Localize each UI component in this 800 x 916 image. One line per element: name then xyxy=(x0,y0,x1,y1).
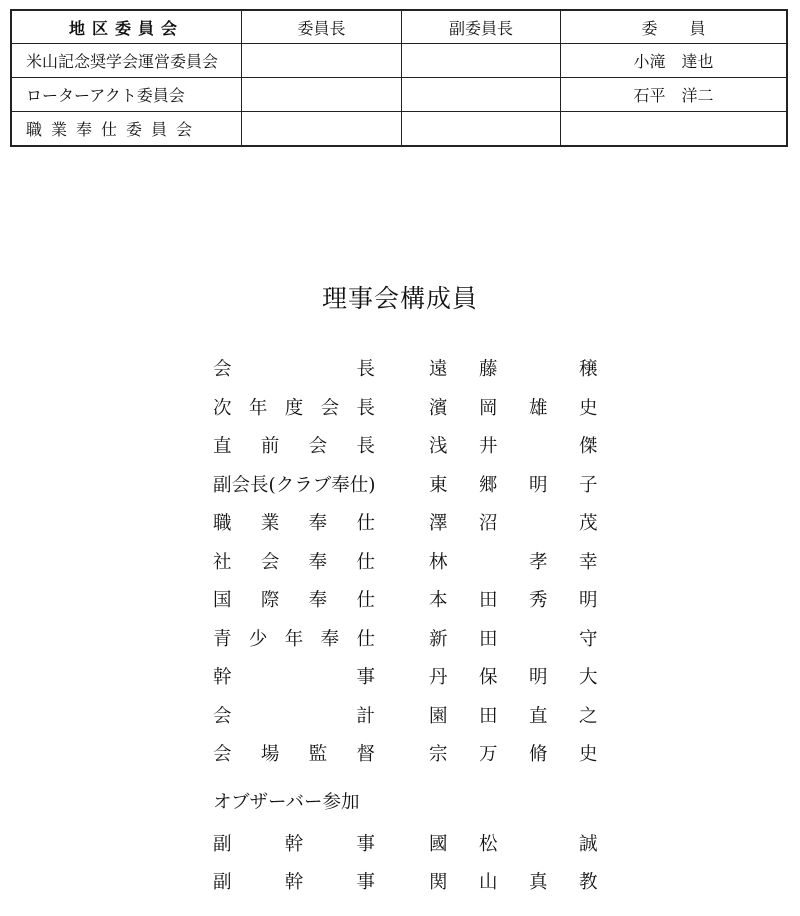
name-character: 万 xyxy=(479,744,498,765)
member-role: 直前会長 xyxy=(213,436,375,457)
name-character: 明 xyxy=(529,474,548,496)
name-character: 誠 xyxy=(579,833,598,855)
chair-cell xyxy=(242,78,402,112)
member-role: 職業奉仕 xyxy=(213,513,375,534)
observer-row xyxy=(213,824,598,863)
vice-chair-cell xyxy=(402,78,561,112)
member-role: 会計 xyxy=(213,705,375,727)
name-character: 孝 xyxy=(529,551,548,573)
name-character: 傑 xyxy=(579,436,598,457)
member-row xyxy=(213,619,598,658)
member-cell xyxy=(561,112,788,147)
member-role: 次年度会長 xyxy=(213,397,375,419)
district-committee-table xyxy=(10,9,788,147)
member-role: 会長 xyxy=(213,359,375,380)
name-character: 子 xyxy=(579,474,598,496)
name-character: 岡 xyxy=(479,397,498,419)
name-character: 丹 xyxy=(429,667,448,688)
name-character: 松 xyxy=(479,833,498,855)
name-character: 山 xyxy=(479,872,498,893)
name-character: 田 xyxy=(479,590,498,611)
vice-chair-cell xyxy=(402,112,561,147)
table-row xyxy=(11,112,787,147)
observer-label: オブザーバー参加 xyxy=(213,791,360,813)
board-member-list xyxy=(213,349,598,901)
chair-cell xyxy=(242,44,402,78)
name-character: 雄 xyxy=(529,397,548,419)
member-row xyxy=(213,580,598,619)
name-character: 沼 xyxy=(479,513,498,534)
name-character: 幸 xyxy=(579,551,598,573)
name-character: 守 xyxy=(579,628,598,650)
name-character: 郷 xyxy=(479,474,498,496)
name-character: 園 xyxy=(429,705,448,727)
name-character: 茂 xyxy=(579,513,598,534)
name-character: 藤 xyxy=(479,359,498,380)
header-vice-chair: 副委員長 xyxy=(402,10,561,44)
name-character: 田 xyxy=(479,705,498,727)
name-character: 澤 xyxy=(429,513,448,534)
table-header-row xyxy=(11,10,787,44)
name-character: 保 xyxy=(479,667,498,688)
name-character: 秀 xyxy=(529,590,548,611)
member-row xyxy=(213,657,598,696)
member-row xyxy=(213,696,598,735)
name-character: 真 xyxy=(529,872,548,893)
member-row xyxy=(213,734,598,773)
committee-name: 米山記念奨学会運営委員会 xyxy=(11,44,242,78)
name-character: 林 xyxy=(429,551,448,573)
name-character: 東 xyxy=(429,474,448,496)
member-row xyxy=(213,542,598,581)
name-character: 直 xyxy=(529,705,548,727)
name-character: 井 xyxy=(479,436,498,457)
committee-name: 職業奉仕委員会 xyxy=(11,112,242,147)
name-character: 田 xyxy=(479,628,498,650)
header-member: 委 員 xyxy=(561,10,788,44)
name-character: 本 xyxy=(429,590,448,611)
name-character: 関 xyxy=(429,872,448,893)
board-title: 理事会構成員 xyxy=(321,284,478,313)
header-chair: 委員長 xyxy=(242,10,402,44)
chair-cell xyxy=(242,112,402,147)
observer-row xyxy=(213,862,598,901)
member-role: 社会奉仕 xyxy=(213,551,375,573)
name-character: 之 xyxy=(579,705,598,727)
member-role: 国際奉仕 xyxy=(213,590,375,611)
name-character: 明 xyxy=(579,590,598,611)
name-character: 遠 xyxy=(429,359,448,380)
member-row xyxy=(213,503,598,542)
member-role: 副幹事 xyxy=(213,833,375,855)
name-character: 國 xyxy=(429,833,448,855)
name-character: 新 xyxy=(429,628,448,650)
header-district-committee: 地区委員会 xyxy=(11,10,242,44)
table-row xyxy=(11,44,787,78)
name-character: 宗 xyxy=(429,744,448,765)
name-character: 濱 xyxy=(429,397,448,419)
name-character: 教 xyxy=(579,872,598,893)
member-row xyxy=(213,426,598,465)
member-row xyxy=(213,465,598,504)
name-character: 浅 xyxy=(429,436,448,457)
name-character: 明 xyxy=(529,667,548,688)
name-character: 史 xyxy=(579,397,598,419)
member-cell: 石平 洋二 xyxy=(561,78,788,112)
name-character: 穣 xyxy=(579,359,598,380)
member-role: 副幹事 xyxy=(213,872,375,893)
name-character: 脩 xyxy=(529,744,548,765)
member-row xyxy=(213,388,598,427)
vice-chair-cell xyxy=(402,44,561,78)
member-role: 副会長(クラブ奉仕) xyxy=(213,474,376,496)
member-role: 青少年奉仕 xyxy=(213,628,375,650)
member-cell: 小滝 達也 xyxy=(561,44,788,78)
committee-name: ローターアクト委員会 xyxy=(11,78,242,112)
name-character: 大 xyxy=(579,667,598,688)
member-row xyxy=(213,349,598,388)
name-character: 史 xyxy=(579,744,598,765)
member-role: 会場監督 xyxy=(213,744,375,765)
member-role: 幹事 xyxy=(213,667,375,688)
table-row xyxy=(11,78,787,112)
